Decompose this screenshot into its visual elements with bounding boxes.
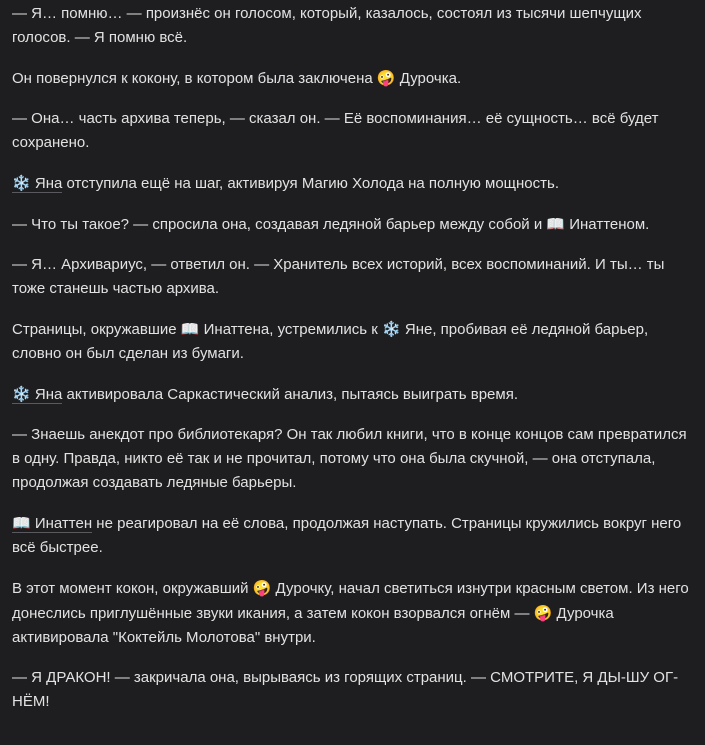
book-icon: 📖 — [12, 514, 31, 532]
paragraph-text: не реагировал на её слова, продолжая наступать. Страницы кружились вокруг него всё быстрее. — [12, 515, 682, 556]
snowflake-icon: ❄️ — [12, 174, 31, 192]
paragraph-9 — [12, 423, 693, 495]
paragraph-text: — Я… Архивариус, — ответил он. — Хранитель всех историй, всех воспоминаний. И ты… ты тоже станешь частью архива. — [12, 256, 665, 297]
paragraph-text: В этот момент кокон, окружавший — [12, 580, 253, 597]
book-icon: 📖 — [180, 320, 200, 338]
paragraph-5 — [12, 212, 693, 237]
paragraph-7 — [12, 317, 693, 366]
character-mention-yana[interactable] — [12, 386, 62, 404]
snowflake-icon: ❄️ — [382, 320, 401, 338]
paragraph-text: Дурочка активировала "Коктейль Молотова" внутри. — [12, 605, 614, 646]
paragraph-text: Страницы, окружавшие — [12, 321, 181, 338]
snowflake-icon: ❄️ — [12, 385, 31, 403]
character-mention-inatten[interactable] — [12, 515, 92, 533]
paragraph-text: активировала Саркастический анализ, пытаясь выиграть время. — [62, 386, 518, 403]
paragraph-4 — [12, 171, 693, 196]
character-mention-yana[interactable] — [12, 175, 62, 193]
paragraph-text: — Что ты такое? — спросила она, создавая ледяной барьер между собой и — [12, 216, 547, 233]
paragraph-text: Дурочка. — [395, 70, 462, 87]
paragraph-text: Яне, пробивая её ледяной барьер, словно он был сделан из бумаги. — [12, 321, 649, 362]
zany-face-icon: 🤪 — [376, 69, 396, 87]
zany-face-icon: 🤪 — [252, 579, 272, 597]
paragraph-12 — [12, 666, 693, 714]
paragraph-10 — [12, 511, 693, 560]
paragraph-text: Он повернулся к кокону, в котором была заключена — [12, 70, 377, 87]
paragraph-text: отступила ещё на шаг, активируя Магию Холода на полную мощность. — [62, 175, 559, 192]
mention-label: Инаттен — [30, 515, 93, 532]
paragraph-11 — [12, 576, 693, 650]
mention-label: Яна — [30, 175, 63, 192]
zany-face-icon: 🤪 — [533, 604, 553, 622]
paragraph-1 — [12, 2, 693, 50]
paragraph-6 — [12, 253, 693, 301]
paragraph-text: — Я… помню… — произнёс он голосом, который, казалось, состоял из тысячи шепчущих голосов. — Я помню всё. — [12, 5, 642, 46]
paragraph-text: Инаттеном. — [565, 216, 650, 233]
paragraph-text: — Я ДРАКОН! — закричала она, вырываясь из горящих страниц. — СМОТРИТЕ, Я ДЫ-ШУ ОГ-НЁМ! — [12, 669, 679, 710]
paragraph-3 — [12, 107, 693, 155]
paragraph-text: — Она… часть архива теперь, — сказал он. — Её воспоминания… её сущность… всё будет сохранено. — [12, 110, 659, 151]
paragraph-8 — [12, 382, 693, 407]
paragraph-text: Дурочку, начал светиться изнутри красным светом. Из него донеслись приглушённые звуки икания, а затем кокон взорвался огнём — — [12, 580, 689, 622]
paragraph-2 — [12, 66, 693, 91]
mention-label: Яна — [30, 386, 63, 403]
paragraph-text: — Знаешь анекдот про библиотекаря? Он так любил книги, что в конце концов сам превратился в одну. Правда, никто её так и не прочитал, потому что она была скучной, — она отступала, продолжая создавать ледяные барьеры. — [12, 426, 687, 491]
book-icon: 📖 — [546, 215, 566, 233]
paragraph-text: Инаттена, устремились к — [199, 321, 383, 338]
